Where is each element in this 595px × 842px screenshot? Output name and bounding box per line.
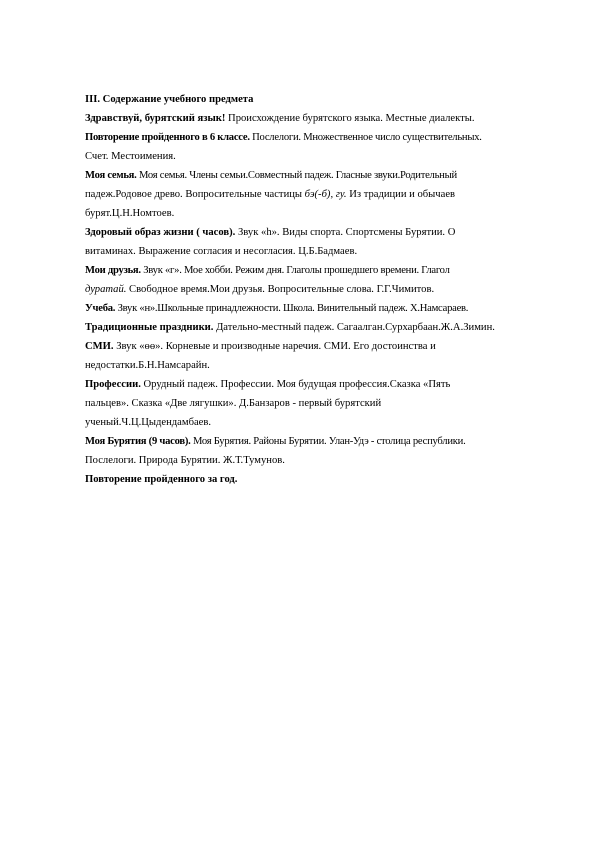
- topic-text: Послелоги. Множественное число существительных.: [249, 132, 482, 143]
- topic-review-6th-grade: [85, 128, 545, 166]
- topic-text: ученый.Ч.Ц.Цыдендамбаев.: [85, 417, 212, 428]
- topic-title: Повторение пройденного за год.: [85, 474, 238, 485]
- topic-title: Традиционные праздники.: [85, 322, 214, 333]
- document-content: [85, 90, 545, 489]
- topic-text: Происхождение бурятского языка. Местные диалекты.: [225, 113, 475, 124]
- topic-text: Звук «г». Мое хобби. Режим дня. Глаголы прошедшего времени. Глагол: [140, 265, 450, 276]
- topic-title: Моя Бурятия (9 часов).: [85, 436, 191, 447]
- topic-text: Послелоги. Природа Бурятии. Ж.Т.Тумунов.: [85, 455, 285, 466]
- topic-text-italic: дуратай.: [85, 284, 127, 295]
- topic-title: Профессии.: [85, 379, 141, 390]
- topic-my-friends: [85, 261, 545, 299]
- topic-text: Звук «н».Школьные принадлежности. Школа. Винительный падеж. Х.Намсараев.: [115, 303, 469, 314]
- topic-text: пальцев». Сказка «Две лягушки». Д.Банзаров - первый бурятский: [85, 398, 382, 409]
- topic-text: Звук «һ». Виды спорта. Спортсмены Бурятии. О: [235, 227, 456, 238]
- topic-text: Счет. Местоимения.: [85, 151, 176, 162]
- topic-title: Здравствуй, бурятский язык!: [85, 113, 226, 124]
- topic-text: падеж.Родовое древо. Вопросительные частицы: [85, 189, 305, 200]
- topic-final-review: [85, 470, 545, 489]
- topic-text: Дательно-местный падеж. Сагаалган.Сурхарбаан.Ж.А.Зимин.: [213, 322, 495, 333]
- topic-title: Моя семья.: [85, 170, 137, 181]
- topic-greeting: [85, 109, 545, 128]
- topic-title: Повторение пройденного в 6 классе.: [85, 132, 250, 143]
- topic-my-family: [85, 166, 545, 223]
- topic-text: витаминах. Выражение согласия и несогласия. Ц.Б.Бадмаев.: [85, 246, 358, 257]
- topic-title: Учеба.: [85, 303, 116, 314]
- topic-text: Моя семья. Члены семьи.Совместный падеж. Гласные звуки.Родительный: [136, 170, 457, 181]
- topic-professions: [85, 375, 545, 432]
- topic-text: Моя Бурятия. Районы Бурятии. Улан-Удэ - столица республики.: [190, 436, 466, 447]
- section-title: III. Содержание учебного предмета: [85, 94, 254, 105]
- topic-title: СМИ.: [85, 341, 114, 352]
- topic-text: Из традиции и обычаев: [346, 189, 456, 200]
- topic-title: Здоровый образ жизни ( часов).: [85, 227, 236, 238]
- topic-study: [85, 299, 545, 318]
- topic-text: Орудный падеж. Профессии. Моя будущая профессия.Сказка «Пять: [140, 379, 451, 390]
- topic-traditional-holidays: [85, 318, 545, 337]
- topic-media: [85, 337, 545, 375]
- topic-text: Свободное время.Мои друзья. Вопросительные слова. Г.Г.Чимитов.: [126, 284, 435, 295]
- topic-healthy-lifestyle: [85, 223, 545, 261]
- topic-text-italic: бэ(-б), гу.: [304, 189, 347, 200]
- topic-title: Мои друзья.: [85, 265, 141, 276]
- topic-text: бурят.Ц.Н.Номтоев.: [85, 208, 175, 219]
- topic-my-buryatia: [85, 432, 545, 470]
- topic-text: недостатки.Б.Н.Намсарайн.: [85, 360, 210, 371]
- topic-text: Звук «өө». Корневые и производные наречия. СМИ. Его достоинства и: [113, 341, 436, 352]
